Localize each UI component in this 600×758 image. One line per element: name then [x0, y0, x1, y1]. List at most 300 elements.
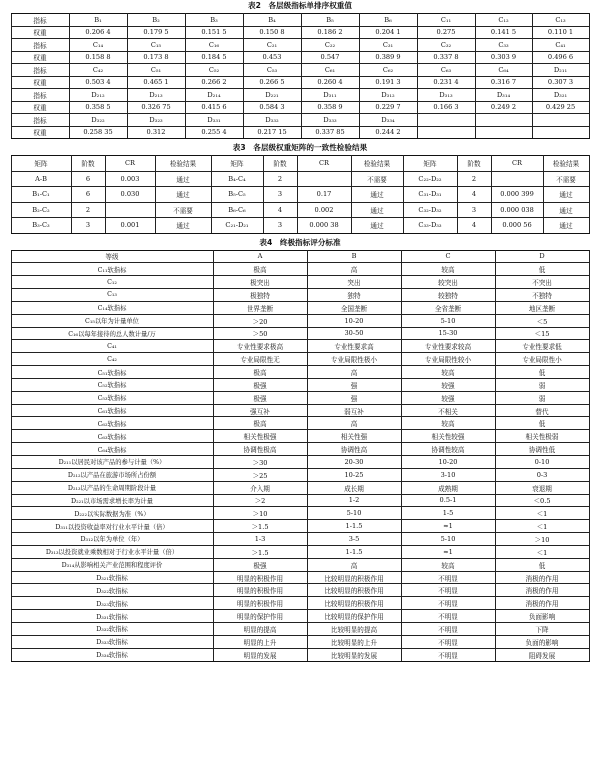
table-row [11, 443, 589, 456]
table-cell: 1-2 [307, 494, 401, 507]
table-cell: 0.141 5 [475, 26, 532, 39]
table-cell: D₂₁₄ [185, 89, 243, 102]
table-cell: D₃₂₃ [127, 114, 185, 127]
table-cell: 0.244 2 [359, 126, 417, 139]
table-cell: 比较明显的上升 [307, 635, 401, 648]
table-cell: C₃₁ [359, 39, 417, 52]
table-cell: C₃₂-D₃₂ [403, 202, 457, 218]
table-cell: D₂₁₁ [532, 64, 589, 77]
table-cell: 0.429 25 [532, 101, 589, 114]
table-row [11, 39, 589, 52]
table-row [11, 301, 589, 314]
table-cell: 0.166 3 [417, 101, 475, 114]
table-cell: 2 [71, 202, 105, 218]
table-cell: 0.150 8 [243, 26, 301, 39]
table-cell: 不明显 [401, 584, 495, 597]
table-cell: 5-10 [401, 314, 495, 327]
table-cell: ＜1 [495, 545, 589, 558]
table4-header-cell: B [307, 250, 401, 263]
table-cell: 高 [307, 558, 401, 571]
table-cell: 0.547 [301, 51, 359, 64]
table-cell: B₅-C₅ [211, 187, 263, 203]
table-cell: 专业局限性较小 [401, 353, 495, 366]
table-cell: D₃₂₃软指标 [11, 597, 213, 610]
table-cell: C₁₃ [11, 289, 213, 302]
table-cell: 阻碍发展 [495, 648, 589, 661]
table-cell: 协调性极高 [213, 443, 307, 456]
table-cell: ＜5 [495, 314, 589, 327]
table-cell: 消极的作用 [495, 597, 589, 610]
table-cell: 0.275 [417, 26, 475, 39]
table-cell: 0.191 3 [359, 76, 417, 89]
table-cell: ＞10 [213, 507, 307, 520]
table-cell: 不相关 [401, 404, 495, 417]
table-row [11, 584, 589, 597]
table-cell: 不明显 [401, 622, 495, 635]
table-cell: 检验结果 [351, 156, 403, 172]
table-cell: 较强 [401, 378, 495, 391]
table-cell: 通过 [543, 187, 589, 203]
table-cell: 高 [307, 366, 401, 379]
table-cell: 3 [263, 218, 297, 234]
table4-caption: 表4 终极指标评分标准 [259, 237, 341, 247]
table-cell: 衰退期 [495, 481, 589, 494]
table-cell: 矩阵 [11, 156, 71, 172]
table-cell: 10-25 [307, 468, 401, 481]
table-row [11, 494, 589, 507]
table-cell: 0.000 399 [491, 187, 543, 203]
table-row [11, 26, 589, 39]
table-cell: C₁₅以年为计量单位 [11, 314, 213, 327]
table-cell [105, 202, 155, 218]
table-cell: 专业局限性无 [213, 353, 307, 366]
table-cell: 明显的积极作用 [213, 571, 307, 584]
table-cell [475, 114, 532, 127]
table-cell: 强 [307, 391, 401, 404]
table-cell: D₃₁₃以投资就业乘数相对于行业水平计量（倍） [11, 545, 213, 558]
table-cell: 极高 [213, 366, 307, 379]
table-row [11, 507, 589, 520]
table-row [11, 558, 589, 571]
table-cell: 0-3 [495, 468, 589, 481]
table-cell: 3-5 [307, 533, 401, 546]
table-cell: 0.000 56 [491, 218, 543, 234]
table2-caption: 表2 各层级指标单排序权重值 [247, 1, 352, 10]
table-cell: 0.415 6 [185, 101, 243, 114]
table-cell: 强互补 [213, 404, 307, 417]
table-cell: 极强 [213, 391, 307, 404]
table-row [11, 289, 589, 302]
table-cell: 通过 [155, 171, 211, 187]
table-cell: B₄ [243, 14, 301, 27]
table-cell: C₄₁ [11, 340, 213, 353]
table-cell: 0.5-1 [401, 494, 495, 507]
table-row [11, 404, 589, 417]
table-cell: 相关性强 [307, 430, 401, 443]
table-cell: 权重 [11, 76, 69, 89]
table-cell: 极强 [213, 378, 307, 391]
table-cell: CR [105, 156, 155, 172]
table-cell: 负面影响 [495, 610, 589, 623]
table-cell: 0.307 3 [532, 76, 589, 89]
table-cell: 专业性要求低 [495, 340, 589, 353]
table-cell: 0.326 75 [127, 101, 185, 114]
table-cell: C₁₄ [69, 39, 127, 52]
table-cell: D₃₂₂软指标 [11, 584, 213, 597]
table-cell: 比较明显的保护作用 [307, 610, 401, 623]
table-cell: 下降 [495, 622, 589, 635]
table-cell: 弱互补 [307, 404, 401, 417]
table-row [11, 340, 589, 353]
table-cell: 指标 [11, 89, 69, 102]
table-row [11, 391, 589, 404]
table-cell: 0.000 038 [491, 202, 543, 218]
table-row [11, 327, 589, 340]
table-cell: 不明显 [401, 635, 495, 648]
table-cell: C₅₃ [243, 64, 301, 77]
table-cell: 消极的作用 [495, 584, 589, 597]
table-cell: B₅ [301, 14, 359, 27]
table-row [11, 468, 589, 481]
table-cell: 专业局限性极小 [307, 353, 401, 366]
table-cell: 0.316 7 [475, 76, 532, 89]
table-cell: D₂₁₃以产品的生命周期阶段计量 [11, 481, 213, 494]
table-row [11, 51, 589, 64]
table-cell: C₁₂ [11, 276, 213, 289]
table-cell: 明显的发展 [213, 648, 307, 661]
table-cell: D₂₂₁以市场需求增长率为计量 [11, 494, 213, 507]
table-cell: C₆₄软指标 [11, 443, 213, 456]
table-cell: B₆-C₆ [211, 202, 263, 218]
table-cell [297, 171, 351, 187]
table-row [11, 276, 589, 289]
table-cell: C₁₅ [127, 39, 185, 52]
table-cell: ＞1.5 [213, 545, 307, 558]
table-cell: 0.003 [105, 171, 155, 187]
table-cell: 比较明显的积极作用 [307, 597, 401, 610]
table-cell: 明显的积极作用 [213, 597, 307, 610]
table-cell: 矩阵 [403, 156, 457, 172]
table-cell: 0.465 1 [127, 76, 185, 89]
table-cell: ＞2 [213, 494, 307, 507]
table-cell: D₃₁₂以年为单位（年） [11, 533, 213, 546]
table-cell: 通过 [155, 218, 211, 234]
table-cell: D₃₂₁软指标 [11, 571, 213, 584]
table-cell: C₂₂-D₂₂ [403, 171, 457, 187]
table3-caption: 表3 各层级权重矩阵的一致性检验结果 [232, 143, 368, 152]
table-row [11, 114, 589, 127]
table-cell: 1-3 [213, 533, 307, 546]
table-cell: 0.258 35 [69, 126, 127, 139]
table-cell: C₃₃ [475, 39, 532, 52]
table-cell: ＞10 [495, 533, 589, 546]
table-row [11, 417, 589, 430]
table-cell: 低 [495, 263, 589, 276]
table-cell: C₃₃-D₃₃ [403, 218, 457, 234]
table-cell: C₃₂ [417, 39, 475, 52]
table-cell: C₁₆以每年接待的总人数计量/万 [11, 327, 213, 340]
table-cell: C₁₃ [532, 14, 589, 27]
table-row [11, 648, 589, 661]
table-cell: CR [491, 156, 543, 172]
table-cell: 1-5 [401, 507, 495, 520]
table-cell: 5-10 [307, 507, 401, 520]
table-cell: C₁₂ [475, 14, 532, 27]
table-cell: 权重 [11, 126, 69, 139]
table-cell: D₃₃₄ [359, 114, 417, 127]
table-cell: 相关性极弱 [495, 430, 589, 443]
table-cell: 0.002 [297, 202, 351, 218]
table-cell: 0.110 1 [532, 26, 589, 39]
table-cell: 突出 [307, 276, 401, 289]
table-cell: ＜1 [495, 520, 589, 533]
table-cell: 0.389 9 [359, 51, 417, 64]
table-cell: 0.173 8 [127, 51, 185, 64]
table-cell: 通过 [543, 218, 589, 234]
table-cell: ＜1 [495, 507, 589, 520]
table-cell: 不明显 [401, 648, 495, 661]
table-cell: D₃₁₂ [359, 89, 417, 102]
table-cell: 明显的积极作用 [213, 584, 307, 597]
table-cell: 不明显 [401, 571, 495, 584]
table-cell: D₃₁₄ [475, 89, 532, 102]
table-row [11, 597, 589, 610]
table-cell: C₁₁软指标 [11, 263, 213, 276]
table2-weights [11, 13, 590, 139]
table-cell: D₃₃₁ [185, 114, 243, 127]
table-cell: 20-30 [307, 456, 401, 469]
table-cell: D₃₂₁ [532, 89, 589, 102]
table-cell: 5-10 [401, 533, 495, 546]
table-row [11, 314, 589, 327]
table-cell: 通过 [155, 187, 211, 203]
table-cell: 负面的影响 [495, 635, 589, 648]
table-cell: 4 [457, 218, 491, 234]
table-cell: 6 [71, 171, 105, 187]
table-cell: 专业性要求较高 [401, 340, 495, 353]
table-cell: 比较明显的积极作用 [307, 584, 401, 597]
table-cell: C₆₁ [301, 64, 359, 77]
table-cell: ≈1 [401, 545, 495, 558]
table-cell: 0.358 9 [301, 101, 359, 114]
table-cell: 不明显 [401, 597, 495, 610]
table-cell: ＞1.5 [213, 520, 307, 533]
table-cell: 极强 [213, 558, 307, 571]
table-cell: 阶数 [263, 156, 297, 172]
table-cell: 检验结果 [543, 156, 589, 172]
table-cell: C₁₄软指标 [11, 301, 213, 314]
table-cell: 较强 [401, 391, 495, 404]
table-cell: 1-1.5 [307, 520, 401, 533]
table-cell: 通过 [351, 218, 403, 234]
table-cell: B₆ [359, 14, 417, 27]
table-cell: ＞25 [213, 468, 307, 481]
table-cell: 明显的上升 [213, 635, 307, 648]
table-cell: 0.151 5 [185, 26, 243, 39]
table-cell: 相关性较强 [401, 430, 495, 443]
table-row [11, 89, 589, 102]
table-cell: 3-10 [401, 468, 495, 481]
table-cell: 较高 [401, 417, 495, 430]
table-cell: D₃₃₃软指标 [11, 635, 213, 648]
table-cell: D₂₁₂以产品在旅游市场所占份额 [11, 468, 213, 481]
table-cell: 0.453 [243, 51, 301, 64]
table-cell: 全国垄断 [307, 301, 401, 314]
table-cell: 10-20 [401, 456, 495, 469]
table-cell: 指标 [11, 114, 69, 127]
table-row [11, 14, 589, 27]
table-cell: 通过 [351, 202, 403, 218]
table-cell: 0.030 [105, 187, 155, 203]
table-cell: 不需要 [155, 202, 211, 218]
table-cell: C₄₂ [11, 353, 213, 366]
table-cell: 指标 [11, 64, 69, 77]
table-cell: 极高 [213, 263, 307, 276]
table-cell [417, 126, 475, 139]
table-row [11, 218, 589, 234]
table-cell: 2 [457, 171, 491, 187]
table-cell: C₆₃软指标 [11, 430, 213, 443]
table-cell: 2 [263, 171, 297, 187]
table4-header-cell: A [213, 250, 307, 263]
table-row [11, 610, 589, 623]
table-cell: 4 [263, 202, 297, 218]
table-cell: C₅₁ [127, 64, 185, 77]
table-cell: ＞20 [213, 314, 307, 327]
table-cell: 0.217 15 [243, 126, 301, 139]
table-cell: 极突出 [213, 276, 307, 289]
table-cell: B₁ [69, 14, 127, 27]
table-cell: 0.184 5 [185, 51, 243, 64]
table-cell: 0.312 [127, 126, 185, 139]
table-cell: D₃₁₁以投资收益率对行业水平计量（倍） [11, 520, 213, 533]
table-cell: 0.158 8 [69, 51, 127, 64]
table-cell: 明显的提高 [213, 622, 307, 635]
table-cell: C₆₄ [475, 64, 532, 77]
table-cell: 较突出 [401, 276, 495, 289]
table-cell: C₅₃软指标 [11, 391, 213, 404]
table-cell: D₃₁₃ [417, 89, 475, 102]
table-cell: B₃ [185, 14, 243, 27]
table-cell: 0.358 5 [69, 101, 127, 114]
table-cell: 0.266 5 [243, 76, 301, 89]
table-cell: C₂₁-D₂₁ [211, 218, 263, 234]
table-cell: 专业局限性小 [495, 353, 589, 366]
table-cell: 指标 [11, 39, 69, 52]
table-cell: B₂ [127, 14, 185, 27]
table-cell: D₃₃₃ [301, 114, 359, 127]
table-cell: 极独特 [213, 289, 307, 302]
table-cell: 6 [71, 187, 105, 203]
table-cell: C₆₂软指标 [11, 417, 213, 430]
table-row [11, 187, 589, 203]
table-row [11, 533, 589, 546]
table-row [11, 126, 589, 139]
table-cell: C₃₁-D₃₁ [403, 187, 457, 203]
table-cell: D₂₂₂以实际数据为准（%） [11, 507, 213, 520]
table-row [11, 353, 589, 366]
table-cell: 低 [495, 417, 589, 430]
table-cell: 0.260 4 [301, 76, 359, 89]
table-cell: CR [297, 156, 351, 172]
table-row [11, 202, 589, 218]
table-cell: 比较明显的提高 [307, 622, 401, 635]
table-row [11, 481, 589, 494]
table-row [11, 456, 589, 469]
table-cell: C₁₆ [185, 39, 243, 52]
table-cell: 介入期 [213, 481, 307, 494]
table-cell: 世界垄断 [213, 301, 307, 314]
table-cell: 消极的作用 [495, 571, 589, 584]
table-cell: 低 [495, 558, 589, 571]
table-cell [491, 171, 543, 187]
table4-scoring [11, 250, 590, 662]
table-cell: C₂₁ [243, 39, 301, 52]
table-cell: A-B [11, 171, 71, 187]
table-cell: C₆₁软指标 [11, 404, 213, 417]
table-cell: 明显的保护作用 [213, 610, 307, 623]
table4-header-row [11, 250, 589, 263]
table-cell: 指标 [11, 14, 69, 27]
table-cell: 高 [307, 263, 401, 276]
table-cell: 较高 [401, 558, 495, 571]
table-cell: 30-50 [307, 327, 401, 340]
table-row [11, 263, 589, 276]
table-cell: D₃₁₄从影响相关产业范围和程度评价 [11, 558, 213, 571]
table-cell: 专业性要求极高 [213, 340, 307, 353]
table-cell: 4 [457, 187, 491, 203]
table-cell: 全省垄断 [401, 301, 495, 314]
table-cell: 1-1.5 [307, 545, 401, 558]
table-cell: D₃₃₁软指标 [11, 610, 213, 623]
table-row [11, 571, 589, 584]
table-cell: 较独特 [401, 289, 495, 302]
table-cell: ≈1 [401, 520, 495, 533]
table-cell: 权重 [11, 101, 69, 114]
table-row [11, 430, 589, 443]
table-cell [532, 114, 589, 127]
table-row [11, 378, 589, 391]
table-cell: 检验结果 [155, 156, 211, 172]
table-cell: ＞50 [213, 327, 307, 340]
table-cell: ＜15 [495, 327, 589, 340]
table-cell: 0.000 38 [297, 218, 351, 234]
table-cell: 0.204 1 [359, 26, 417, 39]
table4-header-cell: C [401, 250, 495, 263]
table-cell: C₄₂ [69, 64, 127, 77]
table-row [11, 76, 589, 89]
table-row [11, 545, 589, 558]
table-cell: C₆₂ [359, 64, 417, 77]
table-cell: C₄₁ [532, 39, 589, 52]
table-row [11, 171, 589, 187]
table-cell: C₅₂ [185, 64, 243, 77]
table-cell: 0.266 2 [185, 76, 243, 89]
table-cell: B₂-C₂ [11, 202, 71, 218]
table-cell: 0.17 [297, 187, 351, 203]
table-cell: D₂₁₂ [69, 89, 127, 102]
table-cell: B₃-C₃ [11, 218, 71, 234]
table-cell: 权重 [11, 51, 69, 64]
table-cell: 弱 [495, 391, 589, 404]
table-cell: B₁-C₁ [11, 187, 71, 203]
table-cell: 不需要 [543, 171, 589, 187]
table-cell: 0.584 3 [243, 101, 301, 114]
table-cell: 0.229 7 [359, 101, 417, 114]
table-row [11, 622, 589, 635]
table-cell: 0.303 9 [475, 51, 532, 64]
table-cell: 阶数 [457, 156, 491, 172]
